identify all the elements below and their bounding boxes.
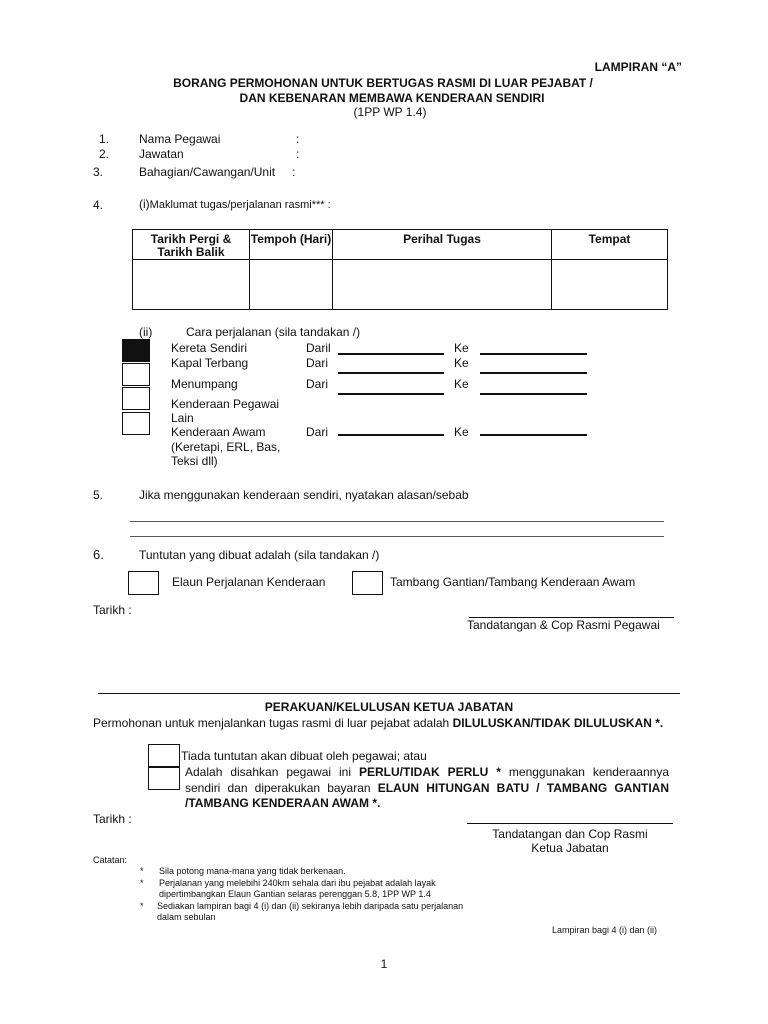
table-cell-tarikh[interactable]	[133, 260, 250, 310]
note-bullet: *	[140, 901, 144, 911]
tarikh-label: Tarikh :	[93, 603, 132, 617]
approval-option2	[185, 765, 669, 812]
ke-label: Ke	[454, 377, 469, 391]
checkbox-kapal-terbang[interactable]	[122, 363, 150, 386]
section-divider	[98, 693, 680, 694]
ke-line[interactable]	[480, 372, 587, 374]
item4-text: Maklumat tugas/perjalanan rasmi*** :	[149, 199, 331, 211]
table-cell-tempat[interactable]	[552, 260, 668, 310]
checkbox-tambang-gantian[interactable]	[352, 571, 383, 595]
checkbox-elaun-perjalanan[interactable]	[128, 571, 159, 595]
reason-line[interactable]	[130, 521, 664, 522]
approval-option2-text: Adalah disahkan pegawai ini	[185, 765, 359, 779]
dari-line[interactable]	[338, 434, 444, 436]
table-cell-tempoh[interactable]	[250, 260, 333, 310]
item6-label: Tuntutan yang dibuat adalah (sila tandakan /)	[139, 548, 380, 562]
ke-line[interactable]	[480, 353, 587, 355]
table-header-perihal: Perihal Tugas	[333, 230, 552, 260]
ke-label: Ke	[454, 341, 469, 355]
checkbox-kenderaan-awam[interactable]	[122, 412, 150, 435]
field-number: 1.	[99, 132, 110, 146]
approval-title: PERAKUAN/KELULUSAN KETUA JABATAN	[264, 700, 514, 714]
claim-elaun-perjalanan: Elaun Perjalanan Kenderaan	[172, 575, 326, 589]
field-colon: :	[296, 132, 300, 146]
item4-number: 4.	[93, 198, 104, 212]
item6-number: 6.	[93, 547, 104, 562]
travel-title: Cara perjalanan (sila tandakan /)	[186, 325, 361, 339]
tarikh-label: Tarikh :	[93, 812, 132, 826]
mode-kereta-sendiri: Kereta Sendiri	[171, 341, 248, 355]
dari-line[interactable]	[338, 353, 444, 355]
item5-label: Jika menggunakan kenderaan sendiri, nyatakan alasan/sebab	[139, 488, 469, 502]
dari-label: Dari	[306, 425, 329, 439]
approval-option1: Tiada tuntutan akan dibuat oleh pegawai; atau	[181, 749, 427, 763]
ke-line[interactable]	[480, 393, 587, 395]
mode-kenderaan-awam: Kenderaan Awam (Keretapi, ERL, Bas, Teksi dll)	[171, 425, 281, 468]
travel-number: (ii)	[139, 325, 153, 339]
ke-label: Ke	[454, 356, 469, 370]
note-item-1: Sila potong mana-mana yang tidak berkenaan.	[159, 866, 346, 876]
checkbox-tiada-tuntutan[interactable]	[148, 744, 180, 767]
field-number: 2.	[99, 147, 110, 161]
ke-line[interactable]	[480, 434, 587, 436]
item4-label	[139, 197, 331, 211]
approval-text: Permohonan untuk menjalankan tugas rasmi di luar pejabat adalah	[93, 716, 453, 730]
table-header-tempat: Tempat	[552, 230, 668, 260]
footer-reference: Lampiran bagi 4 (i) dan (ii)	[552, 925, 658, 935]
reason-line[interactable]	[130, 536, 664, 537]
field-colon: :	[292, 165, 296, 179]
dari-label: Dari	[306, 356, 329, 370]
mode-kenderaan-pegawai-lain: Kenderaan Pegawai Lain	[171, 397, 280, 425]
claim-tambang-gantian: Tambang Gantian/Tambang Kenderaan Awam	[390, 575, 636, 589]
mode-kapal-terbang: Kapal Terbang	[171, 356, 249, 370]
field-colon: :	[296, 147, 300, 161]
dari-label: Daril	[306, 341, 331, 355]
table-header-tarikh: Tarikh Pergi & Tarikh Balik	[133, 230, 250, 260]
checkbox-disahkan[interactable]	[148, 767, 180, 790]
page-number: 1	[380, 957, 388, 971]
note-bullet: *	[140, 878, 144, 888]
field-label-nama-pegawai: Nama Pegawai	[139, 132, 221, 146]
field-label-jawatan: Jawatan	[139, 147, 184, 161]
note-item-3: Sediakan lampiran bagi 4 (i) dan (ii) sekiranya lebih daripada satu perjalanan dalam sebulan	[157, 901, 464, 922]
field-label-bahagian: Bahagian/Cawangan/Unit	[139, 165, 276, 179]
checkbox-kereta-sendiri[interactable]	[122, 339, 150, 362]
approval-caption-line1: Tandatangan dan Cop Rasmi	[492, 827, 648, 841]
ke-label: Ke	[454, 425, 469, 439]
approval-caption-line2: Ketua Jabatan	[531, 841, 609, 855]
lampiran-label: LAMPIRAN “A”	[594, 60, 682, 74]
form-reference: (1PP WP 1.4)	[353, 105, 427, 119]
travel-details-table	[132, 229, 668, 310]
approval-option2-text2: menggunakan kenderaannya sendiri dan diperakukan bayaran	[185, 765, 669, 795]
approval-option2-perlu: PERLU/TIDAK PERLU *	[358, 765, 501, 779]
form-title-line2: DAN KEBENARAN MEMBAWA KENDERAAN SENDIRI	[239, 91, 545, 105]
notes-title: Catatan:	[93, 855, 128, 865]
dari-label: Dari	[306, 377, 329, 391]
dari-line[interactable]	[338, 372, 444, 374]
approval-statement	[93, 716, 679, 731]
form-title-line1: BORANG PERMOHONAN UNTUK BERTUGAS RASMI DI LUAR PEJABAT /	[173, 76, 593, 90]
approval-option2-elaun: ELAUN HITUNGAN BATU / TAMBANG GANTIAN /TAMBANG KENDERAAN AWAM *.	[185, 780, 669, 810]
field-number: 3.	[93, 165, 104, 179]
dari-line[interactable]	[338, 393, 444, 395]
approval-signature-line[interactable]	[467, 823, 673, 824]
table-header-tempoh: Tempoh (Hari)	[250, 230, 333, 260]
checkbox-menumpang[interactable]	[122, 387, 150, 410]
signature-caption: Tandatangan & Cop Rasmi Pegawai	[467, 618, 660, 632]
item5-number: 5.	[93, 488, 104, 502]
note-bullet: *	[140, 866, 144, 876]
item4-prefix: (i)	[139, 197, 150, 211]
mode-menumpang: Menumpang	[171, 377, 238, 391]
note-item-2: Perjalanan yang melebihi 240km sehala dari ibu pejabat adalah layak dipertimbangkan Elaun Gantian selaras perenggan 5.8, 1PP WP 1.4	[159, 878, 436, 899]
table-cell-perihal[interactable]	[333, 260, 552, 310]
approval-decision: DILULUSKAN/TIDAK DILULUSKAN *.	[452, 716, 664, 730]
